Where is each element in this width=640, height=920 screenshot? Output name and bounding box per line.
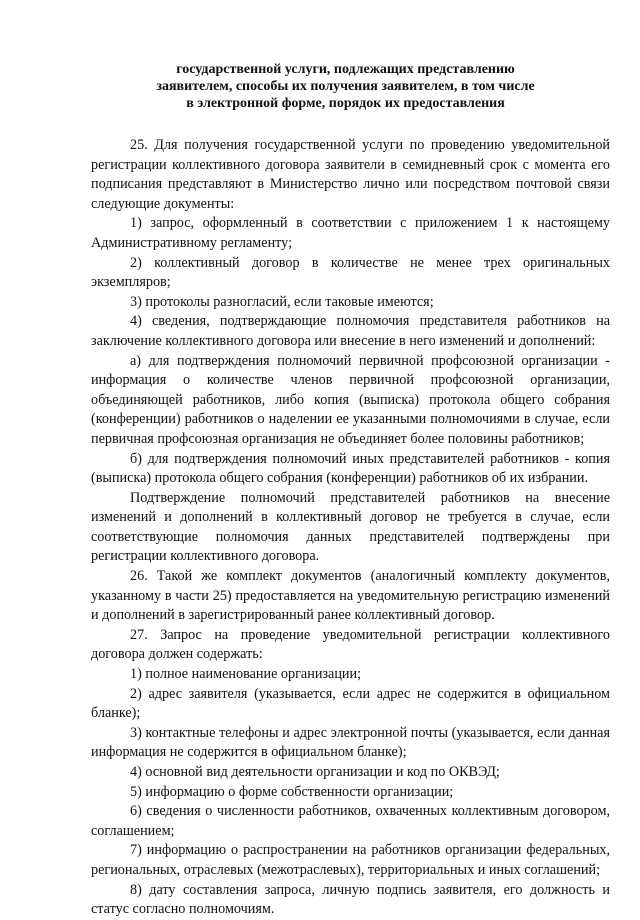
heading-line: государственной услуги, подлежащих представлению: [176, 62, 515, 77]
list-item-4: 4) сведения, подтверждающие полномочия представителя работников на заключение коллективного договора или внесение в него изменений и дополнений:: [91, 313, 610, 349]
request-item-8: 8) дату составления запроса, личную подпись заявителя, его должность и статус согласно полномочиям.: [91, 881, 610, 918]
request-item-1: 1) полное наименование организации;: [130, 666, 362, 683]
document-body: [91, 136, 610, 920]
list-item-2: 2) коллективный договор в количестве не менее трех оригинальных экземпляров;: [91, 254, 610, 291]
request-item-7: 7) информацию о распространении на работников организации федеральных, региональных, отраслевых (межотраслевых), территориальных и иных соглашений;: [91, 842, 610, 878]
paragraph-27: 27. Запрос на проведение уведомительной регистрации коллективного договора должен содержать:: [91, 626, 610, 663]
request-item-4: 4) основной вид деятельности организации и код по ОКВЭД;: [130, 764, 500, 780]
request-item-5: 5) информацию о форме собственности организации;: [130, 783, 454, 800]
paragraph-25: 25. Для получения государственной услуги по проведению уведомительной регистрации коллективного договора заявители в семидневный срок с момента его подписания представляют в Министерство лично или посредством почтовой связи следующие документы:: [91, 137, 610, 212]
list-item-4a: а) для подтверждения полномочий первичной профсоюзной организации - информация о количестве членов первичной профсоюзной организации, объединяющей работников, либо копия (выписка) протокола общего собрания (конференции) работников о наделении ее указанными полномочиями в случае, если первичная профсоюзная организация не объединяет более половины работников;: [91, 352, 610, 447]
request-item-2: 2) адрес заявителя (указывается, если адрес не содержится в официальном бланке);: [91, 685, 610, 722]
list-item-3: 3) протоколы разногласий, если таковые имеются;: [130, 293, 434, 310]
list-item-4b: б) для подтверждения полномочий иных представителей работников - копия (выписка) протокола общего собрания (конференции) работников об их избрании.: [91, 450, 610, 487]
list-item-1: 1) запрос, оформленный в соответствии с приложением 1 к настоящему Административному регламенту;: [91, 215, 610, 251]
paragraph-26: 26. Такой же комплект документов (аналогичный комплекту документов, указанному в части 25) предоставляется на уведомительную регистрацию изменений и дополнений в зарегистрированный ранее коллективный договор.: [91, 568, 610, 624]
confirmation-paragraph: Подтверждение полномочий представителей работников на внесение изменений и дополнений в коллективный договор не требуется в случае, если соответствующие полномочия данных представителей подтверждены при регистрации коллективного договора.: [91, 489, 610, 565]
section-heading: [91, 61, 610, 112]
request-item-6: 6) сведения о численности работников, охваченных коллективным договором, соглашением;: [91, 803, 610, 839]
request-item-3: 3) контактные телефоны и адрес электронной почты (указывается, если данная информация не содержится в официальном бланке);: [91, 724, 610, 761]
heading-line: в электронной форме, порядок их предоставления: [186, 96, 505, 111]
heading-line: заявителем, способы их получения заявителем, в том числе: [156, 79, 535, 94]
